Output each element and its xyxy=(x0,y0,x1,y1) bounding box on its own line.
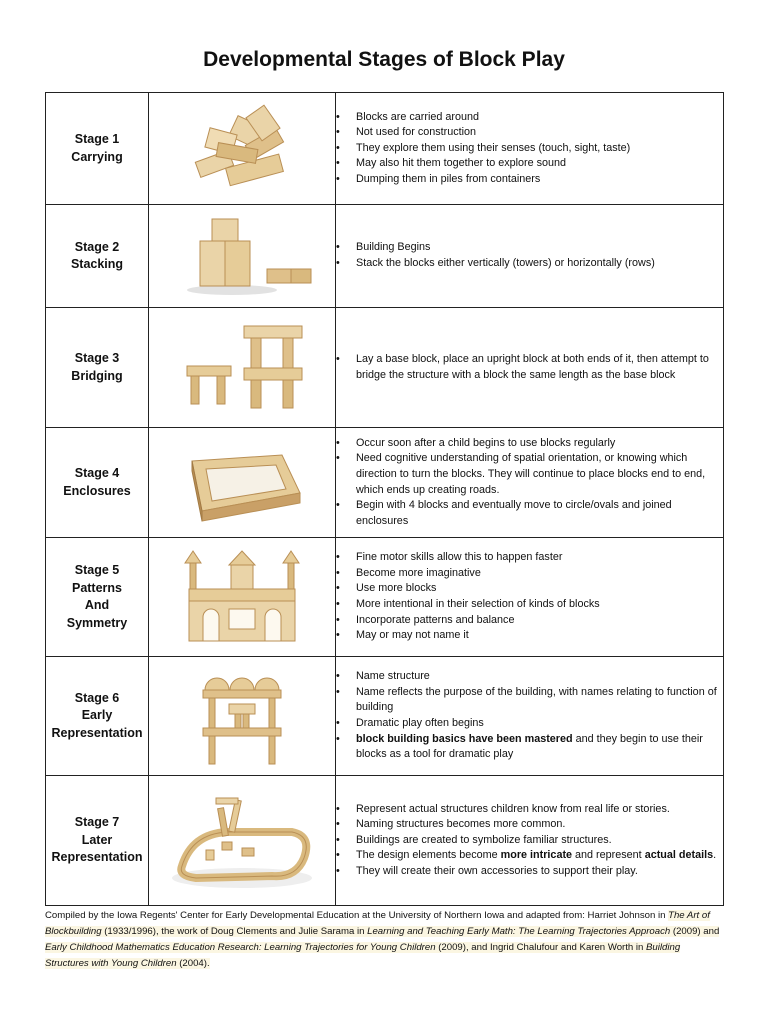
block-pile-illustration xyxy=(187,101,297,196)
stage-row-5 xyxy=(46,538,724,657)
stage-name: Later xyxy=(81,832,113,847)
enclosure-blocks-illustration xyxy=(172,443,312,523)
bullet-text: . xyxy=(713,849,717,862)
footer-text: (1933/1996), the work of Doug Clements and Julie Sarama in xyxy=(101,926,368,937)
bullet-item: • Use more blocks xyxy=(336,581,723,597)
bullet-item: • Stack the blocks either vertically (towers) or horizontally (rows) xyxy=(336,256,723,272)
footer-text: Compiled by the Iowa Regents' Center for Early Developmental Education at the University of Northern Iowa and adapted from: Harriet Johnson in xyxy=(45,910,669,921)
stage-description xyxy=(336,776,724,906)
stage-description xyxy=(336,538,724,657)
bullet-item: • Become more imaginative xyxy=(336,566,723,582)
stage-name: Representation xyxy=(51,725,143,740)
bold-text: block building basics have been mastered xyxy=(356,732,573,745)
bullet-item: • They explore them using their senses (touch, sight, taste) xyxy=(336,141,723,157)
stage-row-4 xyxy=(46,428,724,538)
bullet-item: • They will create their own accessories to support their play. xyxy=(336,864,723,880)
stage-label xyxy=(46,308,149,428)
stage-description xyxy=(336,205,724,308)
stage-row-6 xyxy=(46,657,724,776)
stage-image-cell xyxy=(149,657,336,776)
bullet-list xyxy=(336,110,723,188)
bullet-list xyxy=(336,240,723,271)
stage-name: Patterns xyxy=(71,580,123,595)
bullet-item: • Naming structures becomes more common. xyxy=(336,817,723,833)
stage-image-cell xyxy=(149,428,336,538)
citation-footer xyxy=(45,908,725,972)
bullet-list xyxy=(336,352,723,383)
stage-name: Representation xyxy=(51,850,143,865)
stage-name: Symmetry xyxy=(66,615,128,630)
footer-text: (2009), and Ingrid Chalufour and Karen Worth in xyxy=(435,942,647,953)
stage-name: Stacking xyxy=(70,257,124,271)
stage-row-3 xyxy=(46,308,724,428)
bullet-item: • Blocks are carried around xyxy=(336,110,723,126)
bullet-item: • May or may not name it xyxy=(336,628,723,644)
stage-label xyxy=(46,657,149,776)
stage-label xyxy=(46,205,149,308)
footer-title-italic: The Art of Blockbuilding xyxy=(45,910,710,937)
bullet-item: • More intentional in their selection of kinds of blocks xyxy=(336,597,723,613)
stage-name: Carrying xyxy=(71,149,123,164)
arch-structure-illustration xyxy=(197,664,287,769)
stage-image-cell xyxy=(149,776,336,906)
stage-image-cell xyxy=(149,308,336,428)
bullet-list xyxy=(336,436,723,530)
stage-label xyxy=(46,93,149,205)
stage-name: Early xyxy=(81,708,113,723)
stage-description xyxy=(336,657,724,776)
bullet-item: • Represent actual structures children know from real life or stories. xyxy=(336,802,723,818)
stage-label xyxy=(46,776,149,906)
bullet-item: • Name reflects the purpose of the building, with names relating to function of building xyxy=(336,685,723,716)
stage-number: Stage 5 xyxy=(74,563,120,577)
stage-description xyxy=(336,308,724,428)
bullet-item: • Name structure xyxy=(336,669,723,685)
stage-number: Stage 7 xyxy=(74,815,120,830)
stage-name: And xyxy=(84,598,110,612)
stage-number: Stage 4 xyxy=(74,466,120,480)
bullet-item xyxy=(336,732,723,763)
bullet-item: • Occur soon after a child begins to use blocks regularly xyxy=(336,436,723,452)
bullet-item xyxy=(336,848,723,864)
stage-label xyxy=(46,428,149,538)
bold-text: more intricate xyxy=(500,849,573,862)
stages-table xyxy=(45,92,724,906)
stage-row-2 xyxy=(46,205,724,308)
bullet-text: The design elements become xyxy=(356,849,501,862)
bullet-item: • May also hit them together to explore sound xyxy=(336,156,723,172)
stage-label xyxy=(46,538,149,657)
stage-row-7 xyxy=(46,776,724,906)
stage-description xyxy=(336,428,724,538)
stage-image-cell xyxy=(149,205,336,308)
bullet-item: • Need cognitive understanding of spatial orientation, or knowing which direction to turn the blocks. They will continue to place blocks end to end, which ends up creating roads. xyxy=(336,451,723,498)
bridge-blocks-illustration xyxy=(177,318,307,418)
stage-image-cell xyxy=(149,93,336,205)
stage-row-1 xyxy=(46,93,724,205)
stage-number: Stage 6 xyxy=(74,690,120,705)
bullet-list xyxy=(336,802,723,880)
footer-text: (2009) and xyxy=(670,926,720,937)
stage-name: Enclosures xyxy=(63,483,131,498)
bullet-list xyxy=(336,550,723,644)
bullet-item: • Fine motor skills allow this to happen faster xyxy=(336,550,723,566)
stage-name: Bridging xyxy=(71,368,123,383)
bullet-item: • Buildings are created to symbolize familiar structures. xyxy=(336,833,723,849)
bullet-item: • Lay a base block, place an upright block at both ends of it, then attempt to bridge the structure with a block the same length as the base block xyxy=(336,352,723,383)
bullet-text: and they begin to use their blocks as a tool for dramatic play xyxy=(356,732,703,761)
stage-description xyxy=(336,93,724,205)
bullet-text: and represent xyxy=(572,849,645,862)
floor-structure-illustration xyxy=(162,786,322,896)
bullet-list xyxy=(336,669,723,763)
stage-image-cell xyxy=(149,538,336,657)
stage-number: Stage 1 xyxy=(74,132,120,146)
bullet-item: • Incorporate patterns and balance xyxy=(336,613,723,629)
bullet-item: • Building Begins xyxy=(336,240,723,256)
bullet-item: • Begin with 4 blocks and eventually move to circle/ovals and joined enclosures xyxy=(336,498,723,529)
stage-number: Stage 2 xyxy=(74,239,120,254)
footer-title-italic: Learning and Teaching Early Math: The Learning Trajectories Approach xyxy=(367,926,671,937)
stage-number: Stage 3 xyxy=(74,351,120,365)
page-title: Developmental Stages of Block Play xyxy=(203,48,565,71)
footer-text: (2004). xyxy=(176,958,210,969)
bullet-item: • Not used for construction xyxy=(336,125,723,141)
footer-title-italic: Building Structures with Young Children xyxy=(45,942,681,969)
bullet-item: • Dumping them in piles from containers xyxy=(336,172,723,188)
castle-blocks-illustration xyxy=(177,545,307,650)
bold-text: actual details xyxy=(644,849,714,862)
bullet-item: • Dramatic play often begins xyxy=(336,716,723,732)
stacked-blocks-illustration xyxy=(172,214,312,299)
footer-title-italic: Early Childhood Mathematics Education Research: Learning Trajectories for Young Children xyxy=(45,942,436,953)
